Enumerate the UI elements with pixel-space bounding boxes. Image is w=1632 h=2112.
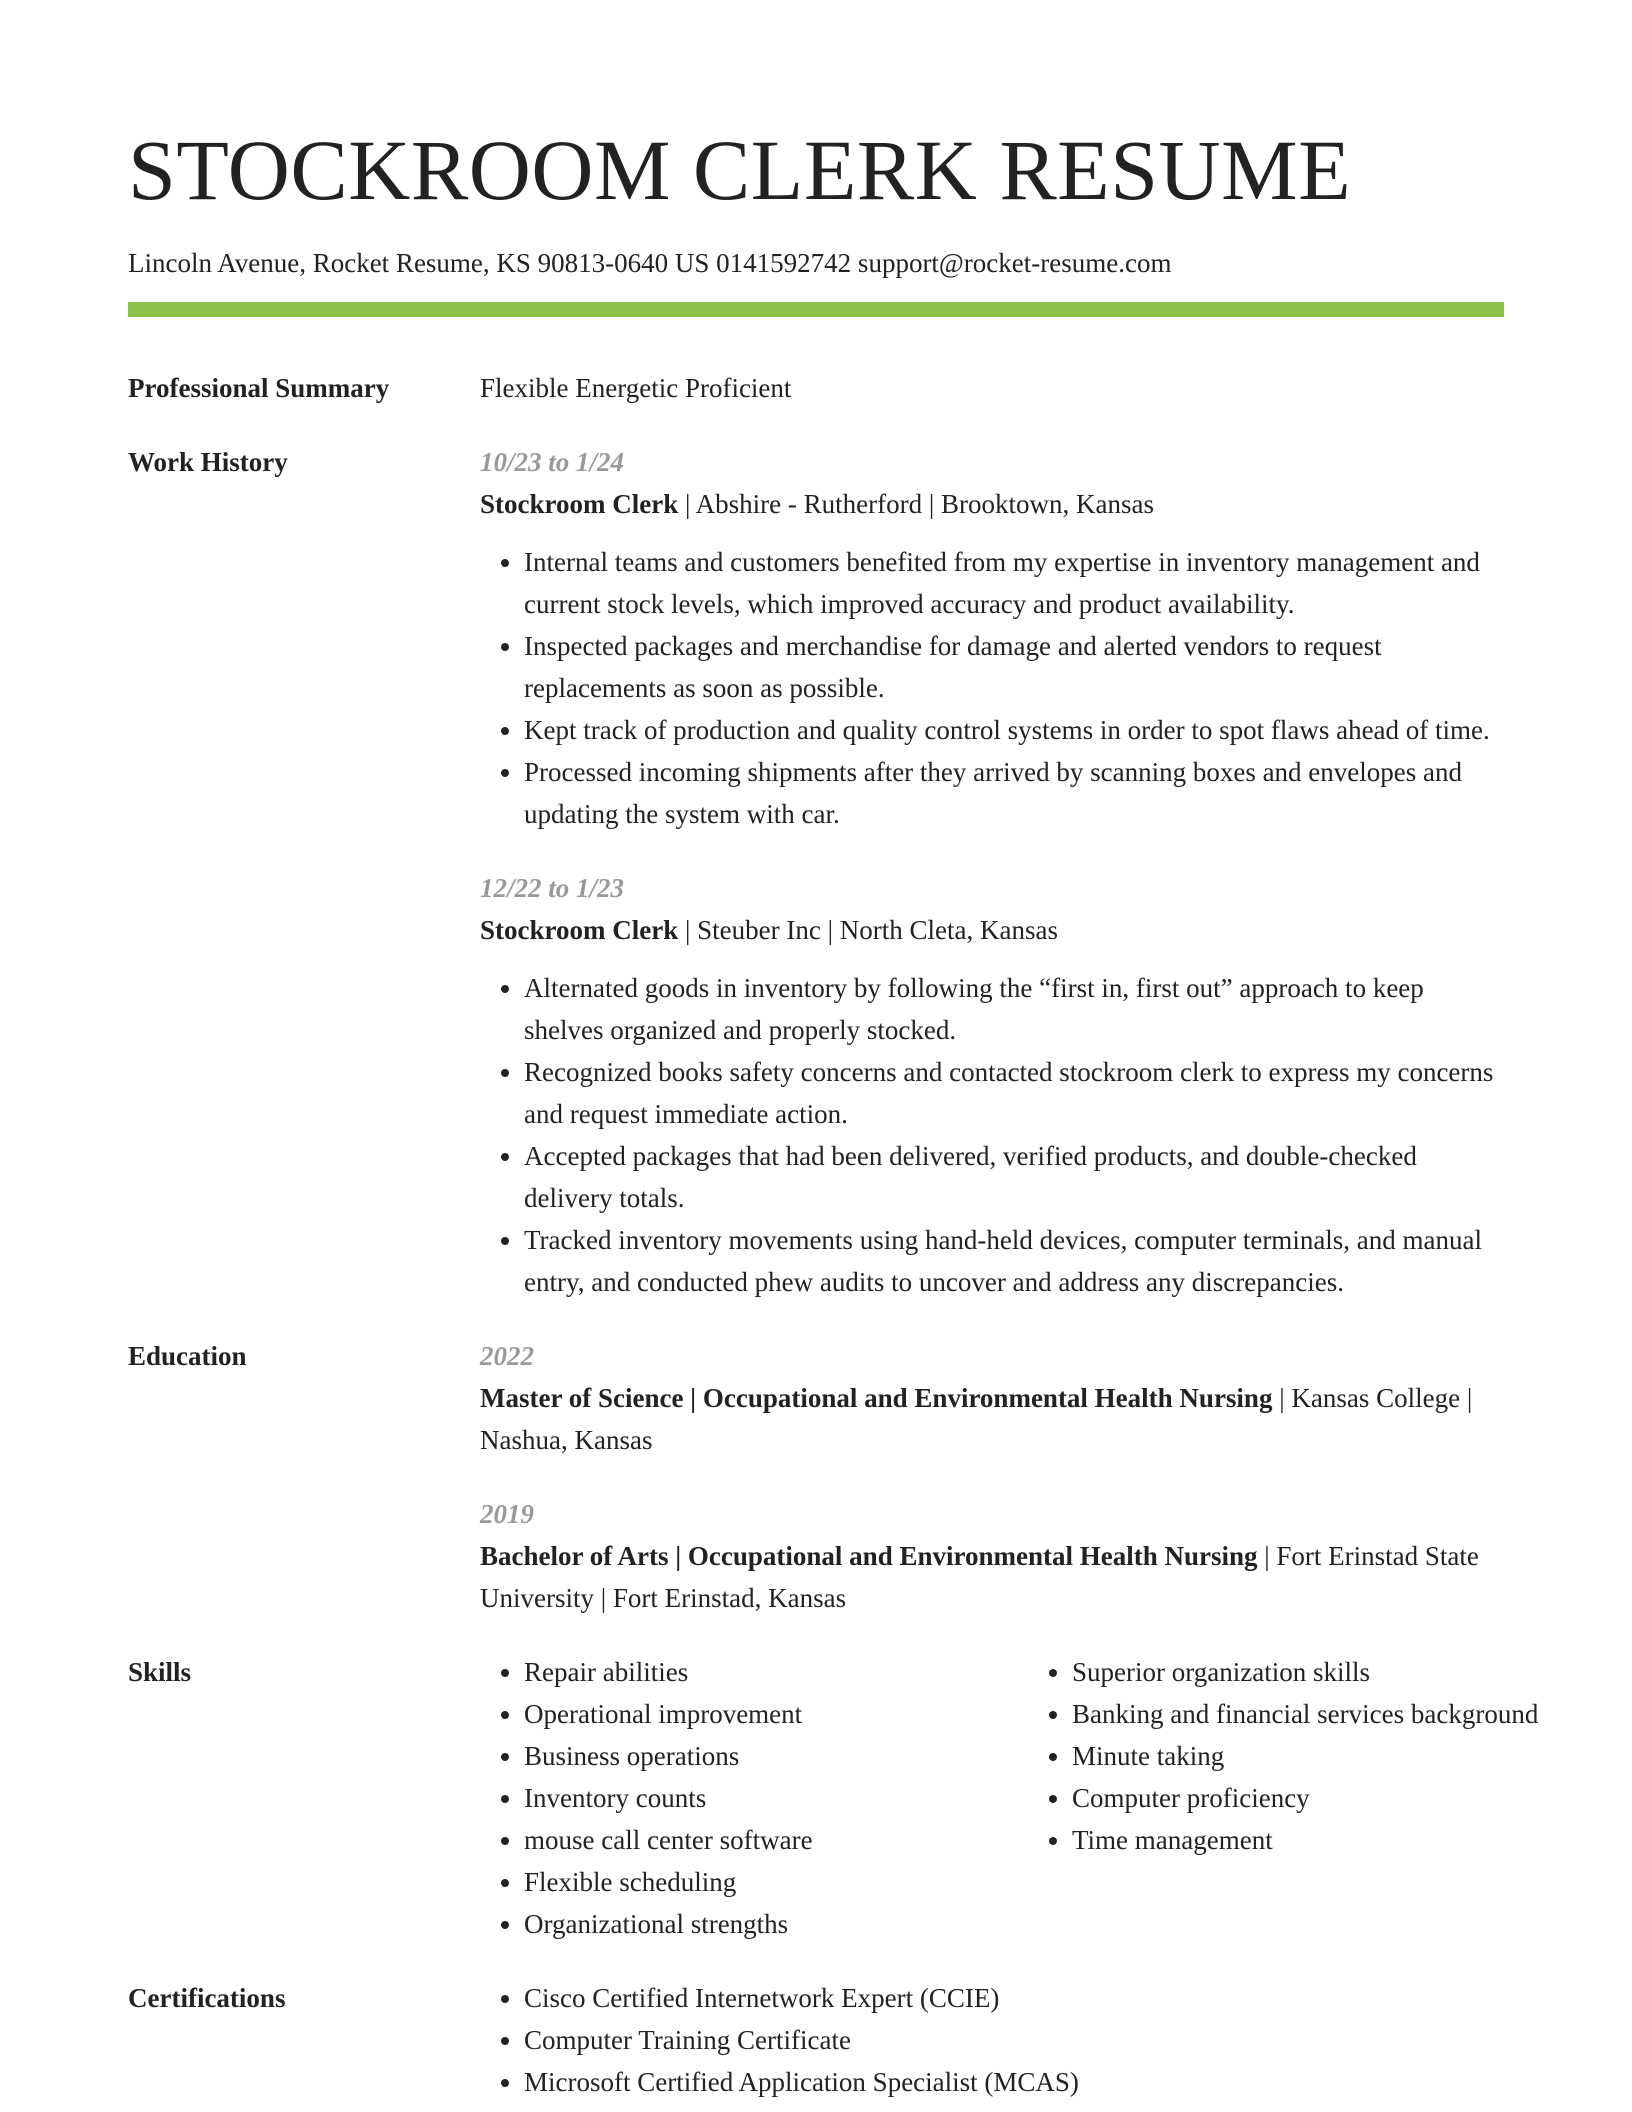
section-label: Skills bbox=[128, 1657, 192, 1687]
degree-title: Bachelor of Arts | Occupational and Environmental Health Nursing bbox=[480, 1541, 1258, 1571]
list-item: • Inventory counts bbox=[524, 1777, 1028, 1819]
list-item: • Repair abilities bbox=[524, 1651, 1028, 1693]
list-item: • Kept track of production and quality control systems in order to spot flaws ahead of time. bbox=[524, 709, 1504, 751]
list-item: • Processed incoming shipments after they arrived by scanning boxes and envelopes and updating the system with car. bbox=[524, 751, 1504, 835]
list-item: • Microsoft Certified Application Specialist (MCAS) bbox=[524, 2061, 1504, 2103]
list-item: • Operational improvement bbox=[524, 1693, 1028, 1735]
certifications-body bbox=[480, 1977, 1504, 2103]
job-dates: 10/23 to 1/24 bbox=[480, 447, 625, 477]
degree-entry bbox=[480, 1493, 1504, 1619]
education-body bbox=[480, 1335, 1504, 1619]
section-label: Work History bbox=[128, 447, 288, 477]
summary-text: Flexible Energetic Proficient bbox=[480, 373, 792, 403]
job-heading bbox=[480, 483, 1504, 525]
degree-heading bbox=[480, 1535, 1504, 1619]
list-item: • Minute taking bbox=[1072, 1735, 1552, 1777]
list-item: • Accepted packages that had been delivered, verified products, and double-checked delivery totals. bbox=[524, 1135, 1504, 1219]
degree-title: Master of Science | Occupational and Environmental Health Nursing bbox=[480, 1383, 1273, 1413]
list-item: • Banking and financial services background bbox=[1072, 1693, 1552, 1735]
list-item: • Time management bbox=[1072, 1819, 1552, 1861]
skills-section bbox=[128, 1651, 1539, 1945]
job-entry bbox=[480, 867, 1504, 1303]
job-title: Stockroom Clerk bbox=[480, 489, 679, 519]
section-label: Education bbox=[128, 1341, 247, 1371]
accent-divider bbox=[128, 302, 1504, 317]
job-bullets bbox=[480, 967, 1504, 1303]
degree-heading bbox=[480, 1377, 1504, 1461]
list-item: • Internal teams and customers benefited from my expertise in inventory management and current stock levels, which improved accuracy and product availability. bbox=[524, 541, 1504, 625]
certifications-list bbox=[480, 1977, 1504, 2103]
list-item: • mouse call center software bbox=[524, 1819, 1028, 1861]
list-item: • Tracked inventory movements using hand-held devices, computer terminals, and manual entry, and conducted phew audits to uncover and address any discrepancies. bbox=[524, 1219, 1504, 1303]
section-label: Certifications bbox=[128, 1983, 286, 2013]
list-item: • Cisco Certified Internetwork Expert (CCIE) bbox=[524, 1977, 1504, 2019]
skills-column-1 bbox=[480, 1651, 1028, 1945]
resume-title: STOCKROOM CLERK RESUME bbox=[128, 122, 1352, 218]
skills-column-2 bbox=[1028, 1651, 1552, 1945]
list-item: • Superior organization skills bbox=[1072, 1651, 1552, 1693]
list-item: • Recognized books safety concerns and contacted stockroom clerk to express my concerns and request immediate action. bbox=[524, 1051, 1504, 1135]
skills-body bbox=[480, 1651, 1552, 1945]
list-item: • Computer Training Certificate bbox=[524, 2019, 1504, 2061]
list-item: • Inspected packages and merchandise for damage and alerted vendors to request replacements as soon as possible. bbox=[524, 625, 1504, 709]
list-item: • Organizational strengths bbox=[524, 1903, 1028, 1945]
section-label: Professional Summary bbox=[128, 373, 390, 403]
degree-details: | Kansas College | Nashua, Kansas bbox=[480, 1383, 1473, 1455]
job-bullets bbox=[480, 541, 1504, 835]
job-details: | Abshire - Rutherford | Brooktown, Kansas bbox=[678, 489, 1154, 519]
list-item: • Business operations bbox=[524, 1735, 1028, 1777]
degree-entry bbox=[480, 1335, 1504, 1461]
work-history-section bbox=[128, 441, 1504, 1303]
degree-details: | Fort Erinstad State University | Fort Erinstad, Kansas bbox=[480, 1541, 1479, 1613]
work-history-body bbox=[480, 441, 1504, 1303]
job-entry bbox=[480, 441, 1504, 835]
list-item: • Computer proficiency bbox=[1072, 1777, 1552, 1819]
list-item: • Alternated goods in inventory by following the “first in, first out” approach to keep shelves organized and properly stocked. bbox=[524, 967, 1504, 1051]
degree-year: 2022 bbox=[480, 1341, 534, 1371]
contact-line: Lincoln Avenue, Rocket Resume, KS 90813-0640 US 0141592742 support@rocket-resume.com bbox=[128, 248, 1172, 278]
certifications-section bbox=[128, 1977, 1504, 2103]
job-title: Stockroom Clerk bbox=[480, 915, 679, 945]
summary-section bbox=[128, 367, 1504, 409]
resume-page bbox=[128, 0, 1539, 2103]
job-details: | Steuber Inc | North Cleta, Kansas bbox=[678, 915, 1058, 945]
job-dates: 12/22 to 1/23 bbox=[480, 873, 625, 903]
job-heading bbox=[480, 909, 1504, 951]
degree-year: 2019 bbox=[480, 1499, 534, 1529]
education-section bbox=[128, 1335, 1504, 1619]
list-item: • Flexible scheduling bbox=[524, 1861, 1028, 1903]
